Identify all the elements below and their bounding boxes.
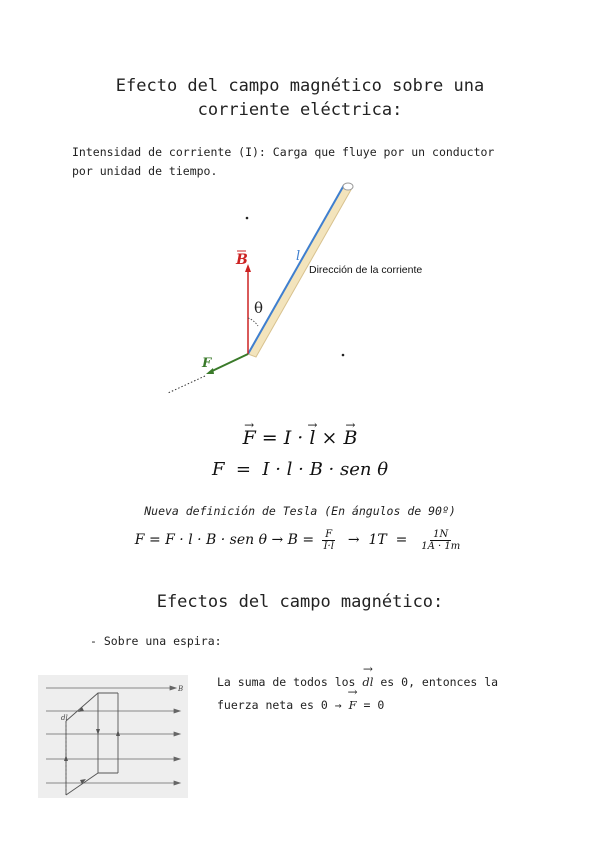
tesla-formula xyxy=(0,527,600,553)
f-vector-arrow xyxy=(206,354,248,374)
section-title-effects: Efectos del campo magnético: xyxy=(156,592,444,612)
formula-eq-part: = I · xyxy=(255,427,310,449)
cross-operator: × xyxy=(315,427,344,449)
b-vector-symbol: → B xyxy=(343,425,357,451)
tesla-heading: Nueva definición de Tesla (En ángulos de 90º) xyxy=(144,504,456,518)
vector-force-formula xyxy=(0,425,600,451)
fraction-numerator: 1N xyxy=(430,529,451,541)
current-direction-caption: Dirección de la corriente xyxy=(309,264,423,276)
espira-text-line-2 xyxy=(217,696,384,715)
b-vector-arrow xyxy=(245,264,251,354)
l-label: l xyxy=(296,249,301,264)
espira-text-part: fuerza neta es 0 → xyxy=(217,698,349,712)
espira-text-part: = 0 xyxy=(356,698,385,712)
b-vector-label: B xyxy=(236,252,248,268)
definition-line-2: por unidad de tiempo. xyxy=(72,164,218,178)
fraction-1n-over-1a1m xyxy=(418,529,463,552)
loop-in-field-figure xyxy=(38,675,188,798)
dl-label: dl xyxy=(61,714,68,722)
stray-dot xyxy=(342,354,345,357)
tesla-formula-part-1: F = F · l · B · sen θ → B = xyxy=(134,532,319,548)
stray-dot xyxy=(246,217,249,220)
field-b-label: B xyxy=(178,685,184,693)
angle-arc xyxy=(248,318,258,326)
l-vector-symbol: → l xyxy=(309,425,315,451)
theta-label: θ xyxy=(254,299,264,317)
page-title-line-2: corriente eléctrica: xyxy=(197,100,403,120)
fraction-f-over-il xyxy=(321,529,337,552)
f-vector-label: F xyxy=(202,356,212,371)
scalar-force-formula: F = I · l · B · sen θ xyxy=(211,459,389,480)
page-title-line-1: Efecto del campo magnético sobre una xyxy=(115,76,485,96)
espira-text-part: La suma de todos los xyxy=(217,675,363,689)
fraction-denominator: I·l xyxy=(323,540,334,552)
f-vector-symbol: → F xyxy=(349,696,357,715)
espira-text-part: es 0, entonces la xyxy=(373,675,499,689)
conductor-force-diagram xyxy=(150,180,450,410)
fraction-numerator: F xyxy=(322,529,335,541)
tesla-formula-part-2: → 1T = xyxy=(338,532,417,548)
figure-background xyxy=(38,675,188,798)
definition-line-1: Intensidad de corriente (I): Carga que fluye por un conductor xyxy=(72,145,495,159)
f-vector-symbol: → F xyxy=(243,425,256,451)
dotted-extension xyxy=(168,376,205,393)
bullet-espira: - Sobre una espira: xyxy=(90,634,222,648)
fraction-denominator: 1A · 1m xyxy=(421,540,461,552)
dl-vector-symbol: → dl xyxy=(362,673,373,692)
